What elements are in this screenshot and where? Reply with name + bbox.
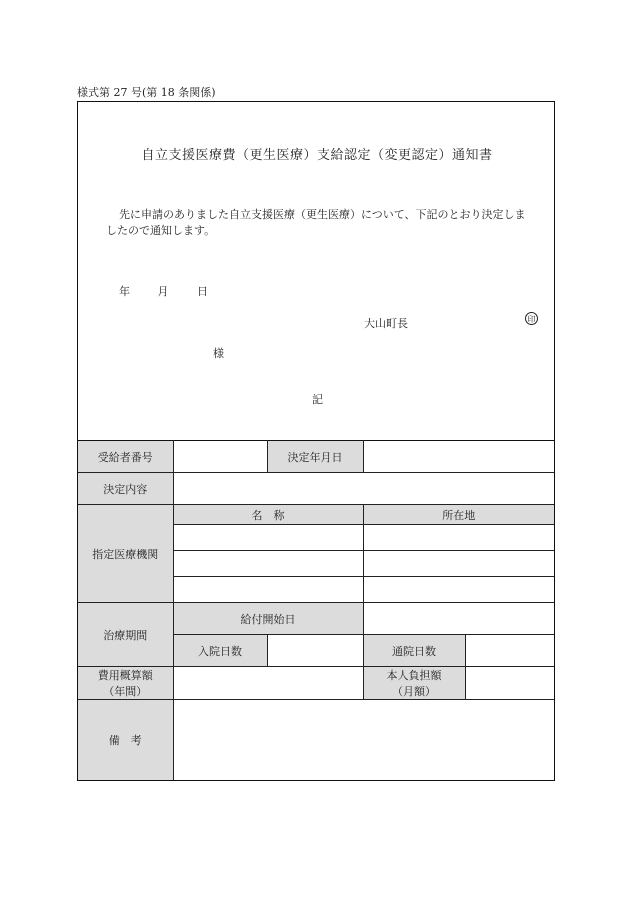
self-burden-field[interactable] bbox=[465, 667, 554, 700]
cost-estimate-label-line1: 費用概算額 bbox=[97, 669, 153, 682]
location-column-header: 所在地 bbox=[363, 505, 554, 525]
date-day-label: 日 bbox=[197, 285, 208, 298]
issuer-name: 大山町長 bbox=[364, 317, 408, 330]
designated-institution-label: 指定医療機関 bbox=[78, 505, 173, 603]
date-month-label: 月 bbox=[157, 285, 169, 298]
self-burden-label-line1: 本人負担額 bbox=[386, 669, 442, 682]
recipient-number-label: 受給者番号 bbox=[78, 441, 173, 473]
inpatient-days-field[interactable] bbox=[267, 635, 363, 667]
institution-name-field[interactable] bbox=[173, 577, 363, 603]
benefit-start-date-label: 給付開始日 bbox=[173, 603, 363, 635]
decision-date-field[interactable] bbox=[363, 441, 554, 473]
cost-estimate-label bbox=[78, 667, 173, 700]
institution-name-field[interactable] bbox=[173, 551, 363, 577]
institution-location-field[interactable] bbox=[363, 525, 554, 551]
remarks-label: 備 考 bbox=[78, 700, 173, 780]
institution-name-field[interactable] bbox=[173, 525, 363, 551]
cost-estimate-field[interactable] bbox=[173, 667, 363, 700]
document-title: 自立支援医療費（更生医療）支給認定（変更認定）通知書 bbox=[141, 148, 493, 163]
addressee-suffix: 様 bbox=[213, 347, 224, 360]
ki-heading: 記 bbox=[312, 393, 323, 406]
date-line bbox=[119, 283, 208, 299]
notice-frame bbox=[77, 101, 555, 781]
date-year-label: 年 bbox=[119, 285, 130, 298]
institution-location-field[interactable] bbox=[363, 551, 554, 577]
remarks-field[interactable] bbox=[173, 700, 554, 780]
institution-location-field[interactable] bbox=[363, 577, 554, 603]
cost-estimate-label-line2: （年間） bbox=[103, 685, 148, 698]
treatment-period-label: 治療期間 bbox=[78, 603, 173, 667]
notice-body-text: 先に申請のありました自立支援医療（更生医療）について、下記のとおり決定しましたので通知します。 bbox=[106, 208, 526, 237]
name-column-header: 名 称 bbox=[173, 505, 363, 525]
recipient-number-field[interactable] bbox=[173, 441, 267, 473]
inpatient-days-label: 入院日数 bbox=[173, 635, 267, 667]
benefit-start-date-field[interactable] bbox=[363, 603, 554, 635]
decision-content-field[interactable] bbox=[173, 473, 554, 505]
seal-stamp: 印 bbox=[525, 312, 538, 325]
outpatient-days-label: 通院日数 bbox=[363, 635, 465, 667]
form-reference: 様式第 27 号(第 18 条関係) bbox=[77, 86, 216, 99]
self-burden-label bbox=[363, 667, 465, 700]
decision-table bbox=[78, 440, 554, 780]
outpatient-days-field[interactable] bbox=[465, 635, 554, 667]
self-burden-label-line2: （月額） bbox=[392, 685, 436, 698]
decision-content-label: 決定内容 bbox=[78, 473, 173, 505]
decision-date-label: 決定年月日 bbox=[267, 441, 363, 473]
